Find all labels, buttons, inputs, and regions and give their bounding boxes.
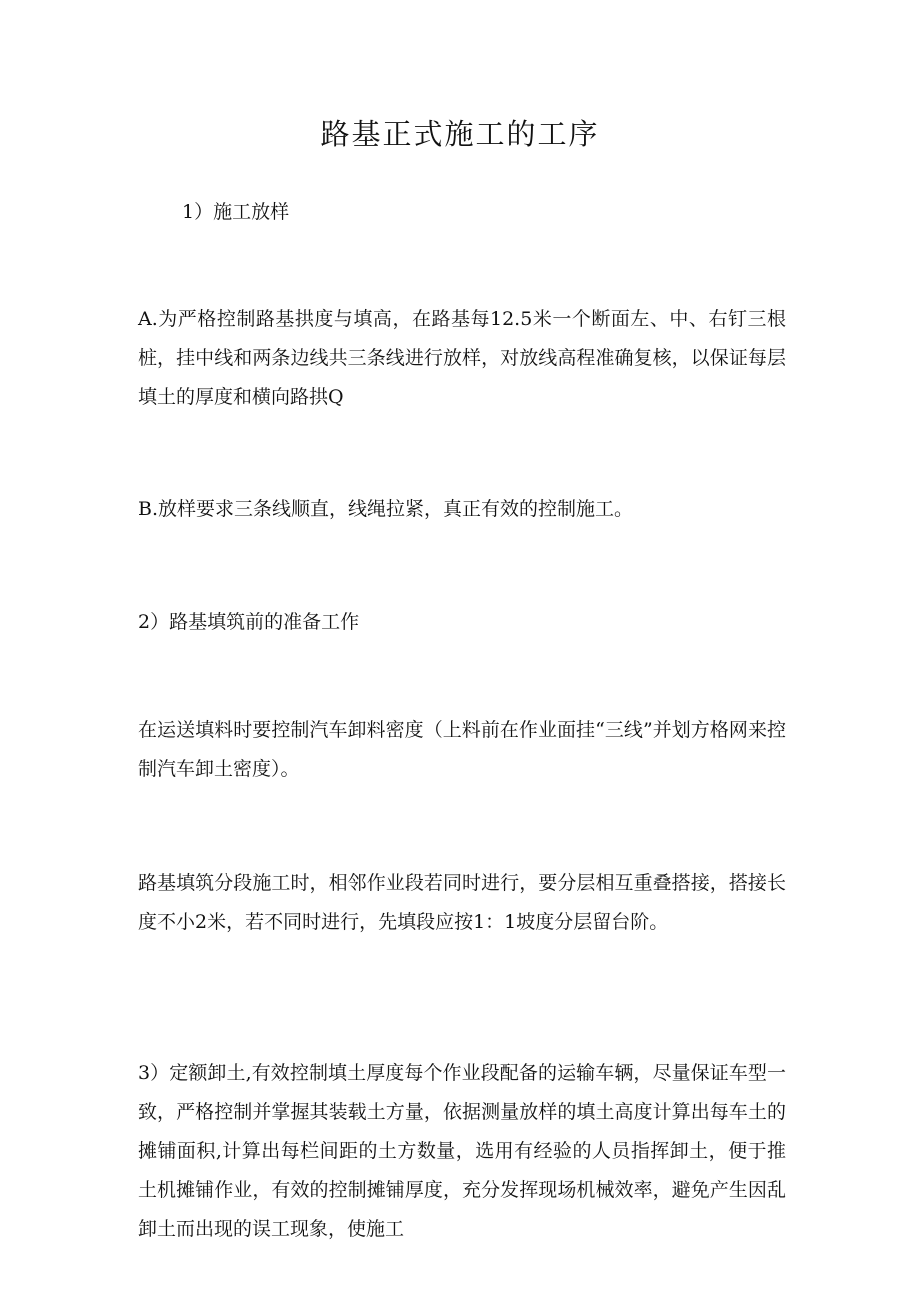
section-heading-construction-staking: 1）施工放样 bbox=[182, 201, 290, 223]
page-title: 路基正式施工的工序 bbox=[320, 117, 600, 151]
paragraph-unloading-density: 在运送填料时要控制汽车卸料密度（上料前在作业面挂“三线”并划方格网来控制汽车卸土密度）。 bbox=[138, 719, 786, 780]
paragraph-segment-filling: 路基填筑分段施工时，相邻作业段若同时进行，要分层相互重叠搭接，搭接长度不小2米，若不同时进行，先填段应按1：1坡度分层留台阶。 bbox=[138, 872, 786, 933]
section-heading-preparation: 2）路基填筑前的准备工作 bbox=[138, 611, 360, 633]
paragraph-staking-a: A.为严格控制路基拱度与填高，在路基每12.5米一个断面左、中、右钉三根桩，挂中线和两条边线共三条线进行放样，对放线高程准确复核，以保证每层填土的厚度和横向路拱Q bbox=[138, 308, 786, 408]
paragraph-quota-unloading: 3）定额卸土,有效控制填土厚度每个作业段配备的运输车辆，尽量保证车型一致，严格控制并掌握其装载土方量，依据测量放样的填土高度计算出每车土的摊铺面积,计算出每栏间距的土方数量，选用有经验的人员指挥卸土，便于推土机摊铺作业，有效的控制摊铺厚度，充分发挥现场机械效率，避免产生因乱卸土而出现的误工现象，使施工 bbox=[138, 1062, 786, 1240]
paragraph-staking-b: B.放样要求三条线顺直，线绳拉紧，真正有效的控制施工。 bbox=[138, 498, 634, 520]
